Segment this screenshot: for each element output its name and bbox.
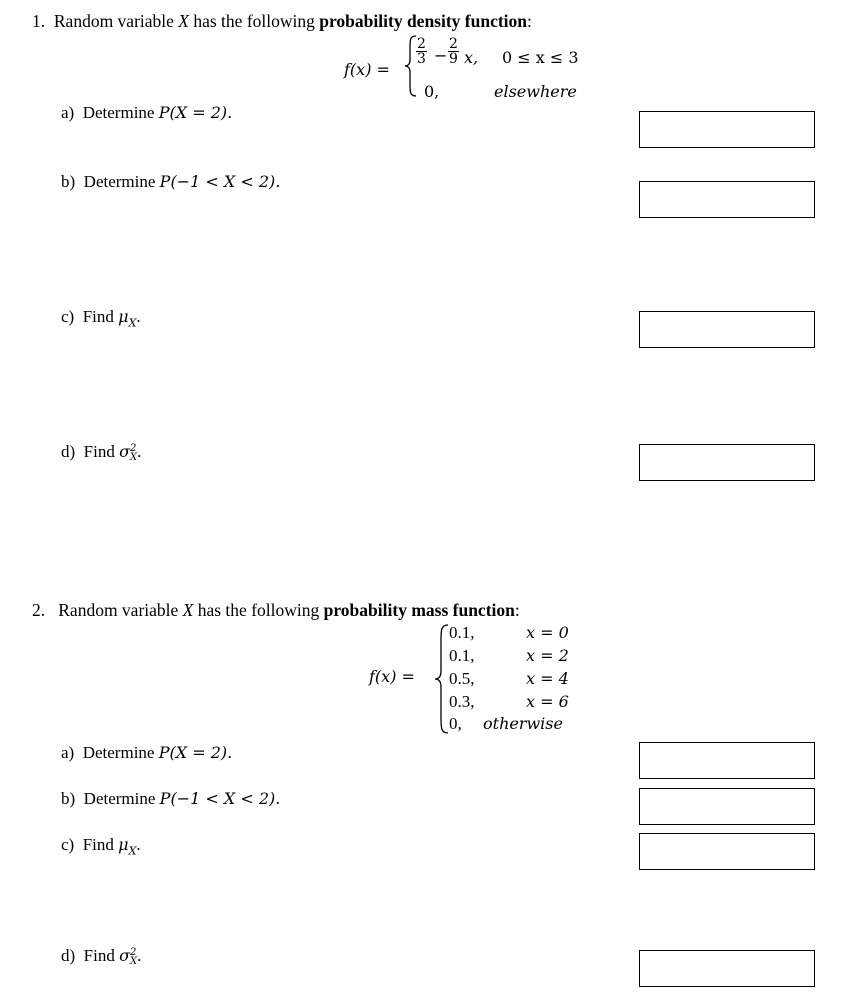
q2-answer-a[interactable] xyxy=(639,742,815,779)
q2-case-4-condition: otherwise xyxy=(483,714,563,733)
q2-intro-b: has the following xyxy=(197,600,320,620)
q2-case-0-value: 0.1, xyxy=(449,623,475,642)
q2-variable: X xyxy=(182,600,194,620)
q2-case-1-condition: x = 2 xyxy=(526,646,569,665)
q1-intro-a: Random variable xyxy=(53,11,174,31)
q2-intro-a: Random variable xyxy=(58,600,179,620)
q1-fx-label: f(x) = xyxy=(344,60,390,79)
q1-answer-c[interactable] xyxy=(639,311,815,348)
q1-answer-a[interactable] xyxy=(639,111,815,148)
q2-part-c: c) Find $\mu_X$. xyxy=(61,835,141,858)
q1-part-d: d) Find σ 2 X . xyxy=(61,442,142,464)
q1-function-type: probability density function xyxy=(319,11,528,31)
q2-heading xyxy=(32,600,520,621)
q1-case1-condition: 0 ≤ x ≤ 3 xyxy=(502,48,579,67)
q1-case1-x: x, xyxy=(464,48,479,67)
q2-answer-c[interactable] xyxy=(639,833,815,870)
q2-part-b: b) Determine P(−1 < X < 2). xyxy=(61,789,281,808)
q1-heading xyxy=(32,11,532,32)
q2-case-0-condition: x = 0 xyxy=(526,623,569,642)
q1-part-c: c) Find $\mu_X$. xyxy=(61,307,141,330)
q2-answer-b[interactable] xyxy=(639,788,815,825)
q2-number: 2. xyxy=(32,600,46,620)
q1-part-b: b) Determine P(−1 < X < 2). xyxy=(61,172,281,191)
q2-colon: : xyxy=(514,600,520,620)
q2-answer-d[interactable] xyxy=(639,950,815,987)
q1-minus: − xyxy=(434,46,448,65)
q2-case-1-value: 0.1, xyxy=(449,646,475,665)
q1-answer-b[interactable] xyxy=(639,181,815,218)
q1-answer-d[interactable] xyxy=(639,444,815,481)
q2-fx-label: f(x) = xyxy=(369,667,415,686)
q2-case-2-condition: x = 4 xyxy=(526,669,569,688)
q2-part-d: d) Find σ 2 X . xyxy=(61,946,142,968)
q2-case-2-value: 0.5, xyxy=(449,669,475,688)
q1-colon: : xyxy=(527,11,532,31)
q2-function-type: probability mass function xyxy=(323,600,515,620)
q1-part-a: a) Determine P(X = 2). xyxy=(61,103,233,122)
q1-number: 1. xyxy=(32,11,46,31)
q1-frac-2: $\frac{2}{9}$ xyxy=(449,36,458,67)
q2-case-4-value: 0, xyxy=(449,714,462,733)
q2-part-a: a) Determine P(X = 2). xyxy=(61,743,233,762)
q1-intro-b: has the following xyxy=(193,11,315,31)
q1-case2-value: 0, xyxy=(424,82,440,101)
q2-case-3-condition: x = 6 xyxy=(526,692,569,711)
q2-case-3-value: 0.3, xyxy=(449,692,475,711)
q1-case2-condition: elsewhere xyxy=(494,82,577,101)
q2-brace xyxy=(434,623,450,735)
q1-frac-1: $\frac{2}{3}$ xyxy=(417,36,426,67)
q1-variable: X xyxy=(178,11,189,31)
